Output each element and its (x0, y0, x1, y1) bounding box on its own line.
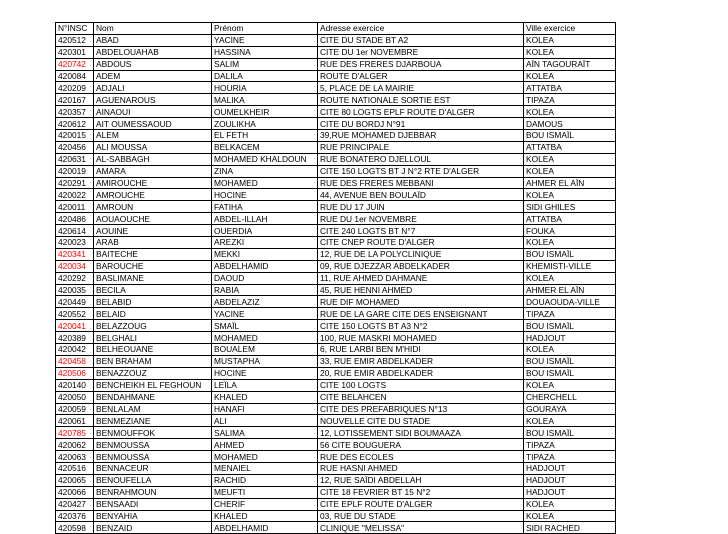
header-row (56, 23, 616, 35)
cell-adresse: CITE 100 LOGTS (318, 379, 524, 391)
cell-insc: 420357 (56, 106, 94, 118)
cell-insc: 420552 (56, 308, 94, 320)
pharmacy-table (55, 22, 616, 534)
cell-nom: AMARA (94, 165, 212, 177)
cell-ville: KOLEA (524, 379, 616, 391)
table-row (56, 355, 616, 367)
cell-insc: 420292 (56, 272, 94, 284)
cell-insc: 420041 (56, 320, 94, 332)
cell-adresse: CLINIQUE "MELISSA" (318, 522, 524, 534)
cell-prenom: CHERIF (212, 498, 318, 510)
table-row (56, 34, 616, 46)
cell-prenom: MOHAMED KHALDOUN (212, 153, 318, 165)
cell-adresse: 03, RUE DU STADE (318, 510, 524, 522)
cell-ville: KOLEA (524, 272, 616, 284)
cell-nom: ABDELOUAHAB (94, 46, 212, 58)
table-row (56, 94, 616, 106)
cell-adresse: RUE BONATERO DJELLOUL (318, 153, 524, 165)
cell-insc: 420062 (56, 439, 94, 451)
cell-prenom: SMAÏL (212, 320, 318, 332)
cell-insc: 420042 (56, 344, 94, 356)
cell-ville: BOU ISMAÏL (524, 367, 616, 379)
cell-ville: CHERCHELL (524, 391, 616, 403)
table-row (56, 213, 616, 225)
cell-ville: KOLEA (524, 34, 616, 46)
table-row (56, 130, 616, 142)
cell-adresse: 5, PLACE DE LA MAIRIE (318, 82, 524, 94)
cell-ville: KOLEA (524, 415, 616, 427)
cell-nom: BELAID (94, 308, 212, 320)
cell-adresse: NOUVELLE CITE DU STADE (318, 415, 524, 427)
cell-insc: 420065 (56, 474, 94, 486)
table-row (56, 474, 616, 486)
cell-ville: KOLEA (524, 153, 616, 165)
cell-adresse: RUE DES FRERES MEBBANI (318, 177, 524, 189)
cell-ville: KOLEA (524, 189, 616, 201)
cell-prenom: ABDEL-ILLAH (212, 213, 318, 225)
cell-prenom: MOHAMED (212, 451, 318, 463)
table-row (56, 82, 616, 94)
cell-ville: KOLEA (524, 237, 616, 249)
cell-adresse: 12, RUE DE LA POLYCLINIQUE (318, 248, 524, 260)
cell-adresse: 09, RUE DJEZZAR ABDELKADER (318, 260, 524, 272)
cell-insc: 420084 (56, 70, 94, 82)
table-row (56, 284, 616, 296)
cell-insc: 420389 (56, 332, 94, 344)
cell-prenom: MOHAMED (212, 177, 318, 189)
table-row (56, 427, 616, 439)
cell-insc: 420631 (56, 153, 94, 165)
spreadsheet (55, 22, 616, 534)
cell-nom: AIT OUMESSAOUD (94, 118, 212, 130)
cell-ville: FOUKA (524, 225, 616, 237)
cell-prenom: ABDELHAMID (212, 260, 318, 272)
cell-adresse: 100, RUE MASKRI MOHAMED (318, 332, 524, 344)
cell-prenom: LEÏLA (212, 379, 318, 391)
cell-prenom: MALIKA (212, 94, 318, 106)
cell-nom: BENNACEUR (94, 462, 212, 474)
cell-adresse: RUE DES ECOLES (318, 451, 524, 463)
cell-adresse: 39,RUE MOHAMED DJEBBAR (318, 130, 524, 142)
cell-prenom: MEUFTI (212, 486, 318, 498)
cell-nom: BENAZZOUZ (94, 367, 212, 379)
cell-ville: AHMER EL AÏN (524, 284, 616, 296)
table-row (56, 248, 616, 260)
cell-nom: AL-SABBAGH (94, 153, 212, 165)
cell-prenom: HOCINE (212, 189, 318, 201)
cell-adresse: CITE 150 LOGTS BT J N°2 RTE D'ALGER (318, 165, 524, 177)
cell-ville: KOLEA (524, 106, 616, 118)
cell-nom: BENDAHMANE (94, 391, 212, 403)
cell-nom: BENMEZIANE (94, 415, 212, 427)
cell-prenom: HOCINE (212, 367, 318, 379)
cell-adresse: 56 CITE BOUGUERA (318, 439, 524, 451)
cell-prenom: ABDELHAMID (212, 522, 318, 534)
cell-prenom: AHMED (212, 439, 318, 451)
cell-prenom: KHALED (212, 510, 318, 522)
cell-prenom: DAOUD (212, 272, 318, 284)
header-adresse: Adresse exercice (318, 23, 524, 35)
cell-nom: BELGHALI (94, 332, 212, 344)
cell-nom: BELABID (94, 296, 212, 308)
cell-adresse: ROUTE NATIONALE SORTIE EST (318, 94, 524, 106)
cell-nom: BENSAADI (94, 498, 212, 510)
cell-ville: ATTATBA (524, 213, 616, 225)
cell-insc: 420291 (56, 177, 94, 189)
cell-prenom: KHALED (212, 391, 318, 403)
cell-ville: SIDI RACHED (524, 522, 616, 534)
cell-prenom: FATIHA (212, 201, 318, 213)
cell-adresse: RUE DU 17 JUIN (318, 201, 524, 213)
table-row (56, 308, 616, 320)
cell-nom: ADEM (94, 70, 212, 82)
header-insc: N°INSC (56, 23, 94, 35)
header-ville: Ville exercice (524, 23, 616, 35)
table-row (56, 486, 616, 498)
cell-nom: AGUENAROUS (94, 94, 212, 106)
cell-adresse: RUE PRINCIPALE (318, 141, 524, 153)
cell-ville: HADJOUT (524, 462, 616, 474)
cell-nom: BELHEOUANE (94, 344, 212, 356)
cell-prenom: RABIA (212, 284, 318, 296)
header-nom: Nom (94, 23, 212, 35)
cell-insc: 420301 (56, 46, 94, 58)
table-row (56, 165, 616, 177)
cell-insc: 420023 (56, 237, 94, 249)
cell-insc: 420742 (56, 58, 94, 70)
table-row (56, 379, 616, 391)
cell-ville: HADJOUT (524, 332, 616, 344)
cell-ville: TIPAZA (524, 451, 616, 463)
cell-insc: 420066 (56, 486, 94, 498)
cell-ville: DAMOUS (524, 118, 616, 130)
table-row (56, 260, 616, 272)
cell-prenom: MENAIEL (212, 462, 318, 474)
cell-prenom: SALIMA (212, 427, 318, 439)
cell-nom: BENRAHMOUN (94, 486, 212, 498)
cell-prenom: MUSTAPHA (212, 355, 318, 367)
cell-nom: BECILA (94, 284, 212, 296)
cell-adresse: CITE DES PREFABRIQUES N°13 (318, 403, 524, 415)
cell-adresse: CITE 80 LOGTS EPLF ROUTE D'ALGER (318, 106, 524, 118)
table-row (56, 46, 616, 58)
cell-ville: AÏN TAGOURAÏT (524, 58, 616, 70)
table-row (56, 141, 616, 153)
cell-ville: BOU ISMAÏL (524, 355, 616, 367)
cell-adresse: CITE EPLF ROUTE D'ALGER (318, 498, 524, 510)
cell-nom: AMROUN (94, 201, 212, 213)
cell-nom: BENMOUSSA (94, 439, 212, 451)
cell-ville: KOLEA (524, 165, 616, 177)
cell-insc: 420050 (56, 391, 94, 403)
cell-adresse: CITE 240 LOGTS BT N°7 (318, 225, 524, 237)
cell-ville: ATTATBA (524, 141, 616, 153)
cell-ville: KHEMISTI-VILLE (524, 260, 616, 272)
cell-adresse: CITE DU 1er NOVEMBRE (318, 46, 524, 58)
table-row (56, 498, 616, 510)
table-row (56, 439, 616, 451)
cell-adresse: 33, RUE EMIR ABDELKADER (318, 355, 524, 367)
cell-ville: BOU ISMAÏL (524, 130, 616, 142)
cell-insc: 420456 (56, 141, 94, 153)
cell-nom: AMROUCHE (94, 189, 212, 201)
cell-nom: ADJALI (94, 82, 212, 94)
table-row (56, 237, 616, 249)
cell-ville: KOLEA (524, 510, 616, 522)
table-row (56, 320, 616, 332)
cell-ville: BOU ISMAÏL (524, 320, 616, 332)
table-row (56, 58, 616, 70)
table-row (56, 118, 616, 130)
cell-prenom: AREZKI (212, 237, 318, 249)
cell-nom: BEN BRAHAM (94, 355, 212, 367)
cell-adresse: ROUTE D'ALGER (318, 70, 524, 82)
cell-insc: 420063 (56, 451, 94, 463)
cell-nom: AMIROUCHE (94, 177, 212, 189)
cell-nom: ABDOUS (94, 58, 212, 70)
cell-ville: AHMER EL AÏN (524, 177, 616, 189)
cell-ville: KOLEA (524, 46, 616, 58)
table-row (56, 272, 616, 284)
table-row (56, 70, 616, 82)
cell-insc: 420449 (56, 296, 94, 308)
cell-nom: BENMOUSSA (94, 451, 212, 463)
cell-prenom: HASSINA (212, 46, 318, 58)
cell-prenom: MEKKI (212, 248, 318, 260)
table-row (56, 153, 616, 165)
cell-ville: DOUAOUDA-VILLE (524, 296, 616, 308)
cell-insc: 420612 (56, 118, 94, 130)
cell-insc: 420486 (56, 213, 94, 225)
cell-prenom: DALILA (212, 70, 318, 82)
cell-adresse: 20, RUE EMIR ABDELKADER (318, 367, 524, 379)
cell-adresse: CITE DU BORDJ N°91 (318, 118, 524, 130)
cell-nom: ABAD (94, 34, 212, 46)
cell-insc: 420059 (56, 403, 94, 415)
cell-ville: TIPAZA (524, 439, 616, 451)
cell-insc: 420035 (56, 284, 94, 296)
table-row (56, 451, 616, 463)
cell-insc: 420516 (56, 462, 94, 474)
cell-nom: ALI MOUSSA (94, 141, 212, 153)
table-row (56, 391, 616, 403)
table-row (56, 296, 616, 308)
cell-nom: BAITECHE (94, 248, 212, 260)
cell-adresse: RUE DIF MOHAMED (318, 296, 524, 308)
cell-nom: AINAOUI (94, 106, 212, 118)
cell-ville: BOU ISMAÏL (524, 427, 616, 439)
cell-adresse: RUE HASNI AHMED (318, 462, 524, 474)
table-row (56, 225, 616, 237)
cell-insc: 420458 (56, 355, 94, 367)
table-row (56, 510, 616, 522)
cell-insc: 420011 (56, 201, 94, 213)
table-row (56, 522, 616, 534)
cell-prenom: OUERDIA (212, 225, 318, 237)
cell-prenom: BELKACEM (212, 141, 318, 153)
cell-prenom: RACHID (212, 474, 318, 486)
cell-adresse: RUE DU 1er NOVEMBRE (318, 213, 524, 225)
cell-nom: BENMOUFFOK (94, 427, 212, 439)
table-row (56, 403, 616, 415)
cell-nom: BAROUCHE (94, 260, 212, 272)
cell-prenom: BOUALEM (212, 344, 318, 356)
table-row (56, 415, 616, 427)
cell-nom: AOUAOUCHE (94, 213, 212, 225)
cell-adresse: CITE 18 FEVRIER BT 15 N°2 (318, 486, 524, 498)
cell-insc: 420019 (56, 165, 94, 177)
cell-adresse: 45, RUE HENNI AHMED (318, 284, 524, 296)
cell-prenom: OUMELKHEIR (212, 106, 318, 118)
table-row (56, 332, 616, 344)
cell-insc: 420209 (56, 82, 94, 94)
cell-adresse: CITE BELAHCEN (318, 391, 524, 403)
cell-nom: BENCHEIKH EL FEGHOUN (94, 379, 212, 391)
table-body (56, 34, 616, 533)
cell-ville: TIPAZA (524, 94, 616, 106)
header-prenom: Prénom (212, 23, 318, 35)
table-row (56, 106, 616, 118)
cell-insc: 420614 (56, 225, 94, 237)
cell-insc: 420506 (56, 367, 94, 379)
cell-insc: 420034 (56, 260, 94, 272)
cell-adresse: CITE CNEP ROUTE D'ALGER (318, 237, 524, 249)
cell-ville: BOU ISMAÏL (524, 248, 616, 260)
cell-prenom: HOURIA (212, 82, 318, 94)
cell-nom: BENOUFELLA (94, 474, 212, 486)
cell-insc: 420785 (56, 427, 94, 439)
cell-ville: KOLEA (524, 498, 616, 510)
table-row (56, 177, 616, 189)
cell-prenom: ZINA (212, 165, 318, 177)
cell-nom: BASLIMANE (94, 272, 212, 284)
cell-prenom: ABDELAZIZ (212, 296, 318, 308)
cell-ville: SIDI GHILES (524, 201, 616, 213)
cell-nom: ARAB (94, 237, 212, 249)
table-row (56, 201, 616, 213)
cell-insc: 420015 (56, 130, 94, 142)
cell-insc: 420167 (56, 94, 94, 106)
cell-ville: ATTATBA (524, 82, 616, 94)
cell-ville: GOURAYA (524, 403, 616, 415)
cell-insc: 420022 (56, 189, 94, 201)
cell-prenom: SALIM (212, 58, 318, 70)
cell-ville: KOLEA (524, 344, 616, 356)
cell-insc: 420512 (56, 34, 94, 46)
cell-insc: 420341 (56, 248, 94, 260)
cell-prenom: MOHAMED (212, 332, 318, 344)
cell-adresse: 12, LOTISSEMENT SIDI BOUMAAZA (318, 427, 524, 439)
cell-prenom: ALI (212, 415, 318, 427)
cell-adresse: RUE DE LA GARE CITE DES ENSEIGNANT (318, 308, 524, 320)
cell-ville: HADJOUT (524, 486, 616, 498)
cell-insc: 420061 (56, 415, 94, 427)
cell-insc: 420140 (56, 379, 94, 391)
cell-insc: 420598 (56, 522, 94, 534)
cell-adresse: RUE DES FRERES DJARBOUA (318, 58, 524, 70)
cell-insc: 420427 (56, 498, 94, 510)
table-row (56, 189, 616, 201)
cell-adresse: 12, RUE SAÏDI ABDELLAH (318, 474, 524, 486)
cell-nom: BENZAID (94, 522, 212, 534)
cell-ville: HADJOUT (524, 474, 616, 486)
table-row (56, 462, 616, 474)
cell-prenom: ZOULIKHA (212, 118, 318, 130)
table-row (56, 367, 616, 379)
cell-prenom: EL FETH (212, 130, 318, 142)
cell-nom: BENYAHIA (94, 510, 212, 522)
cell-ville: TIPAZA (524, 308, 616, 320)
cell-nom: AOUINE (94, 225, 212, 237)
cell-adresse: 44, AVENUE BEN BOULAÏD (318, 189, 524, 201)
cell-insc: 420376 (56, 510, 94, 522)
cell-prenom: YACINE (212, 34, 318, 46)
cell-adresse: 11, RUE AHMED DAHMANE (318, 272, 524, 284)
cell-adresse: 6, RUE LARBI BEN M'HIDI (318, 344, 524, 356)
cell-prenom: HANAFI (212, 403, 318, 415)
cell-ville: KOLEA (524, 70, 616, 82)
cell-adresse: CITE DU STADE BT A2 (318, 34, 524, 46)
table-row (56, 344, 616, 356)
cell-nom: BENLALAM (94, 403, 212, 415)
cell-adresse: CITE 150 LOGTS BT A3 N°2 (318, 320, 524, 332)
cell-prenom: YACINE (212, 308, 318, 320)
cell-nom: BELAZZOUG (94, 320, 212, 332)
cell-nom: ALEM (94, 130, 212, 142)
